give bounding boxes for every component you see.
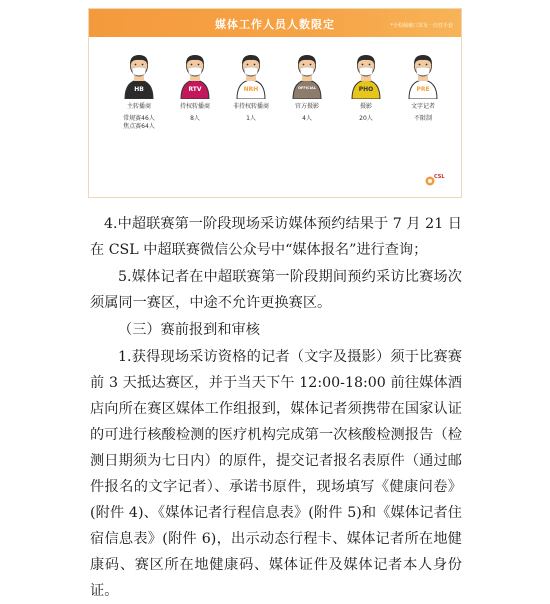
shirt-badge: NRH [243,86,259,93]
staff-count: 常规赛46人 焦点赛64人 [123,115,155,130]
paragraph-item-5: 5.媒体记者在中超联赛第一阶段期间预约采访比赛场次须属同一赛区，中途不允许更换赛区。 [90,269,462,311]
infographic-title: 媒体工作人员人数限定 [215,18,335,31]
staff-role-label: 持权转播商 [179,103,210,110]
staff-role-label: 文字记者 [410,103,435,110]
staff-count: 不限制 [413,115,432,122]
shirt-badge: OFFICIAL [298,86,316,90]
paragraph-registration: 1.获得现场采访资格的记者（文字及摄影）须于比赛赛前 3 天抵达赛区，并于当天下午 12:00-18:00 前往媒体酒店向所在赛区媒体工作组报到，媒体记者须携带在国家认证的可进行核酸检测的医疗机构完成第一次核酸检测报告（检测日期须为七日内）的原件，提交记者报名表原件（通过邮件报名的文字记者）、承诺书原件，现场填写《健康问卷》(附件 4)、《媒体记者行程信息表》(附件 5)和《媒体记者住宿信息表》(附件 6)，出示动态行程卡、媒体记者所在地健康码、赛区所在地健康码、媒体证件及媒体记者本人身份证。 [90,349,462,599]
person-icon [289,51,325,99]
staff-figure [165,51,225,123]
staff-role-label: 摄影 [359,103,372,110]
staff-figure [109,51,169,131]
staff-count: 20人 [359,115,373,122]
infographic-note: *全程佩戴口罩及一次性手套 [390,23,453,29]
staff-limit-infographic [88,8,462,198]
csl-logo [425,172,451,191]
infographic-header [89,9,461,37]
staff-figure [277,51,337,123]
staff-role-label: 非持权转播商 [232,103,269,110]
shirt-badge: HB [134,86,144,93]
shirt-badge: PHO [358,86,374,93]
staff-count: 4人 [302,115,312,122]
staff-figure [336,51,396,123]
staff-count: 8人 [190,115,200,122]
staff-count: 1人 [246,115,256,122]
section-heading: （三）赛前报到和审核 [118,322,260,338]
people-row [89,51,461,161]
shirt-badge: RTV [188,86,202,93]
staff-role-label: 官方摄影 [294,103,319,110]
staff-role-label: 主转播商 [126,103,151,110]
staff-figure [393,51,453,123]
paragraph-item-4: 4.中超联赛第一阶段现场采访媒体预约结果于 7 月 21 日在 CSL 中超联赛微信公众号中“媒体报名”进行查询； [90,216,462,258]
shirt-badge: PRE [416,86,430,93]
staff-figure [221,51,281,123]
csl-logo-text: CSL [434,174,445,180]
